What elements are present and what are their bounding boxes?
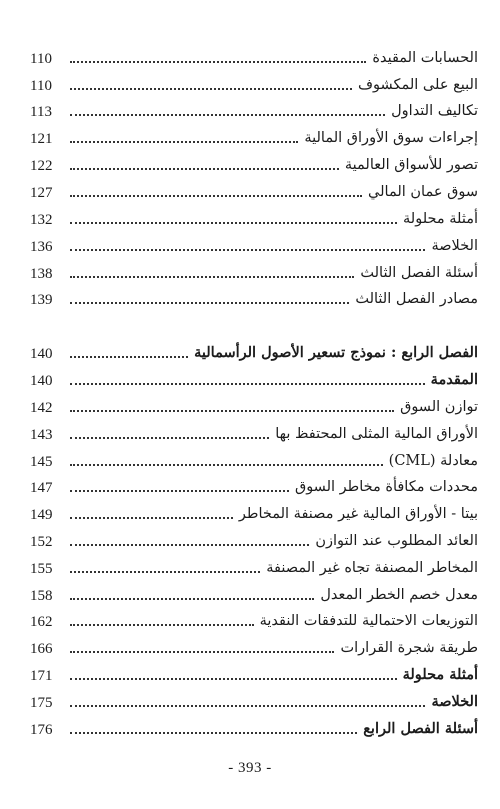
dot-leader — [70, 221, 397, 224]
toc-entry — [30, 230, 478, 256]
toc-entry-title: تكاليف التداول — [391, 103, 478, 119]
toc-page-number: 149 — [30, 507, 53, 523]
dot-leader — [70, 87, 352, 90]
toc-entry-title: سوق عمان المالي — [368, 184, 478, 200]
dot-leader — [70, 704, 425, 707]
toc-entry — [30, 283, 478, 309]
dot-leader — [70, 463, 383, 466]
toc-page-number: 171 — [30, 668, 53, 684]
dot-leader — [70, 113, 385, 116]
toc-page-number: 166 — [30, 641, 53, 657]
dot-leader — [70, 248, 425, 251]
toc-entry — [30, 42, 478, 68]
dot-leader — [70, 301, 349, 304]
toc-entry — [30, 498, 478, 524]
toc-entry-title: البيع على المكشوف — [358, 77, 478, 93]
dot-leader — [70, 543, 309, 546]
toc-entry-title: أسئلة الفصل الثالث — [360, 265, 478, 281]
toc-entry-title: أمثلة محلولة — [403, 211, 478, 227]
page-number-footer: - 393 - — [228, 760, 272, 776]
toc-page-number: 158 — [30, 588, 53, 604]
toc-entry-title: التوزيعات الاحتمالية للتدفقات النقدية — [259, 613, 478, 629]
toc-entry — [30, 418, 478, 444]
dot-leader — [70, 436, 269, 439]
toc-entry — [30, 391, 478, 417]
dot-leader — [70, 677, 397, 680]
toc-page-number: 143 — [30, 427, 53, 443]
toc-page-number: 138 — [30, 266, 53, 282]
toc-page-number: 175 — [30, 695, 53, 711]
dot-leader — [70, 140, 298, 143]
toc-entry — [30, 579, 478, 605]
toc-entry — [30, 69, 478, 95]
toc-entry-title: معدل خصم الخطر المعدل — [320, 587, 478, 603]
toc-entry — [30, 257, 478, 283]
toc-page-number: 147 — [30, 480, 53, 496]
toc-entry-title: الخلاصة — [431, 238, 478, 254]
toc-page-number: 140 — [30, 373, 53, 389]
toc-entry-title: توازن السوق — [400, 399, 478, 415]
toc-entry — [30, 632, 478, 658]
toc-entry — [30, 686, 478, 712]
toc-page-number: 110 — [30, 51, 52, 67]
dot-leader — [70, 355, 188, 358]
toc-page-number: 110 — [30, 78, 52, 94]
toc-entry-title: بيتا - الأوراق المالية غير مصنفة المخاطر — [238, 506, 478, 522]
toc-entry-title: محددات مكافأة مخاطر السوق — [294, 479, 478, 495]
dot-leader — [70, 597, 314, 600]
toc-entry — [30, 122, 478, 148]
dot-leader — [70, 650, 334, 653]
dot-leader — [70, 275, 354, 278]
dot-leader — [70, 731, 357, 734]
toc-page-number: 139 — [30, 292, 53, 308]
toc-entry — [30, 471, 478, 497]
toc-entry — [30, 659, 478, 685]
toc-page-number: 140 — [30, 346, 53, 362]
toc-entry — [30, 95, 478, 121]
dot-leader — [70, 382, 425, 385]
toc-page-number: 113 — [30, 104, 52, 120]
toc-page-number: 127 — [30, 185, 53, 201]
dot-leader — [70, 194, 362, 197]
dot-leader — [70, 167, 339, 170]
toc-entry — [30, 525, 478, 551]
toc-entry — [30, 713, 478, 739]
toc-entry-title: مصادر الفصل الثالث — [355, 291, 478, 307]
toc-page-number: 122 — [30, 158, 53, 174]
toc-entry — [30, 149, 478, 175]
dot-leader — [70, 60, 366, 63]
toc-entry — [30, 445, 478, 471]
toc-entry-title: إجراءات سوق الأوراق المالية — [304, 130, 478, 146]
toc-entry — [30, 176, 478, 202]
toc-page-number: 155 — [30, 561, 53, 577]
toc-entry-title: الحسابات المقيدة — [372, 50, 478, 66]
toc-entry-title: أمثلة محلولة — [402, 666, 478, 683]
toc-page-number: 121 — [30, 131, 53, 147]
chapter-title: الفصل الرابع : نموذج تسعير الأصول الرأسمالية — [194, 344, 478, 361]
toc-entry-title: المقدمة — [430, 371, 478, 388]
toc-page-number: 132 — [30, 212, 53, 228]
dot-leader — [70, 489, 289, 492]
chapter-heading — [30, 337, 478, 363]
toc-entry — [30, 364, 478, 390]
toc-entry — [30, 605, 478, 631]
toc-entry-title: الأوراق المالية المثلى المحتفظ بها — [275, 426, 478, 442]
toc-page-number: 145 — [30, 454, 53, 470]
toc-entry-title: الخلاصة — [431, 693, 478, 710]
toc-page-number: 142 — [30, 400, 53, 416]
toc-entry — [30, 203, 478, 229]
dot-leader — [70, 409, 394, 412]
toc-entry-title: أسئلة الفصل الرابع — [363, 720, 478, 737]
dot-leader — [70, 516, 233, 519]
toc-entry-title: طريقة شجرة القرارات — [340, 640, 478, 656]
toc-entry-title: المخاطر المصنفة تجاه غير المصنفة — [266, 560, 478, 576]
toc-page-number: 162 — [30, 614, 53, 630]
toc-page-number: 152 — [30, 534, 53, 550]
dot-leader — [70, 570, 260, 573]
toc-entry-title: العائد المطلوب عند التوازن — [315, 533, 478, 549]
toc-page-number: 136 — [30, 239, 53, 255]
toc-entry-title: معادلة (CML) — [388, 453, 478, 469]
dot-leader — [70, 623, 254, 626]
toc-page-number: 176 — [30, 722, 53, 738]
toc-entry — [30, 552, 478, 578]
toc-entry-title: تصور للأسواق العالمية — [344, 157, 478, 173]
